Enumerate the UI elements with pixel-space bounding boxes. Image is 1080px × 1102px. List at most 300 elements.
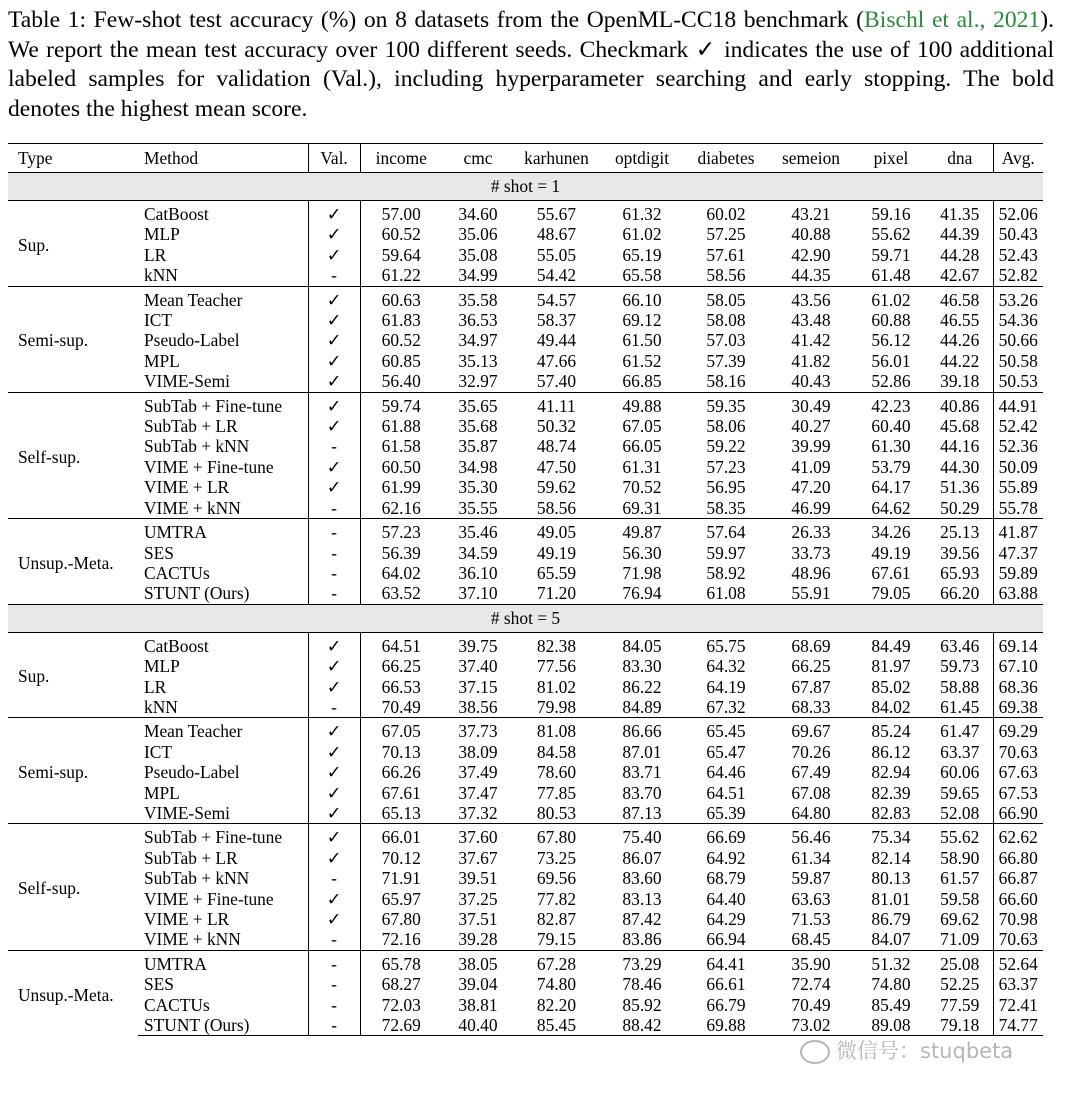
score-cell: 35.08 [458, 244, 498, 265]
table-caption [8, 6, 1054, 124]
avg-cell: 50.09 [993, 457, 1043, 477]
score-cell: 74.80 [871, 974, 911, 995]
table-row [8, 563, 1043, 583]
method-cell: SubTab + LR [144, 847, 238, 868]
method-cell: VIME + Fine-tune [144, 888, 274, 909]
score-cell: 59.71 [871, 244, 911, 265]
score-cell: 73.29 [599, 950, 685, 974]
score-cell: 59.16 [871, 204, 911, 224]
score-cell: 47.20 [791, 477, 831, 498]
score-cell: 84.89 [622, 696, 662, 717]
score-cell: 57.23 [706, 456, 746, 477]
score-cell: 59.35 [685, 392, 767, 416]
table-row [8, 392, 1043, 416]
score-cell: 64.46 [706, 762, 746, 783]
val-cell: ✓ [308, 201, 360, 225]
method-cell: MLP [144, 224, 180, 245]
val-cell: ✓ [308, 824, 360, 848]
score-cell: 70.13 [381, 741, 421, 762]
table-row [8, 330, 1043, 350]
avg-cell: 44.91 [993, 392, 1043, 416]
score-cell: 72.03 [381, 994, 421, 1015]
method-cell: VIME + LR [144, 909, 230, 929]
caption-text-start: Table 1: Few-shot test accuracy (%) on 8 datasets from the OpenML-CC18 benchmark ( [8, 7, 865, 33]
score-cell: 39.56 [940, 542, 980, 563]
method-cell: VIME + kNN [144, 497, 241, 518]
avg-cell: 52.43 [993, 245, 1043, 265]
score-cell: 85.49 [871, 994, 911, 1015]
score-cell: 82.14 [871, 847, 911, 868]
score-cell: 54.42 [536, 265, 577, 286]
group-type-cell: Unsup.-Meta. [8, 519, 138, 605]
score-cell: 35.46 [442, 519, 514, 543]
val-cell: ✓ [308, 416, 360, 436]
wechat-icon [800, 1040, 830, 1064]
score-cell: 64.51 [381, 635, 421, 656]
method-cell: Mean Teacher [138, 718, 308, 742]
table-row [8, 245, 1043, 265]
table-row [8, 201, 1043, 225]
table-row [8, 929, 1043, 950]
avg-cell: 50.43 [993, 224, 1043, 244]
score-cell: 50.29 [940, 497, 980, 518]
score-cell: 35.90 [767, 950, 855, 974]
col-header-val: Val. [308, 144, 360, 173]
score-cell: 42.23 [855, 392, 927, 416]
method-cell: kNN [144, 696, 178, 717]
table-row [8, 224, 1043, 244]
method-cell: STUNT (Ours) [138, 1015, 308, 1036]
score-cell: 61.48 [871, 265, 911, 286]
score-cell: 57.61 [706, 244, 746, 265]
score-cell: 37.47 [458, 782, 498, 803]
score-cell: 68.33 [791, 696, 831, 717]
col-header-income: income [360, 144, 442, 173]
score-cell: 47.66 [536, 350, 577, 371]
score-cell: 78.60 [536, 762, 577, 783]
score-cell: 59.74 [360, 392, 442, 416]
score-cell: 55.62 [871, 224, 911, 245]
val-cell: ✓ [308, 909, 360, 929]
score-cell: 66.25 [791, 656, 831, 677]
score-cell: 39.18 [940, 371, 980, 392]
method-cell: UMTRA [138, 950, 308, 974]
score-cell: 57.23 [360, 519, 442, 543]
score-cell: 71.91 [381, 868, 421, 889]
avg-cell: 55.78 [993, 498, 1043, 519]
score-cell: 43.21 [791, 204, 831, 224]
score-cell: 41.42 [791, 330, 831, 351]
avg-cell: 54.36 [993, 310, 1043, 330]
method-cell: LR [144, 244, 167, 265]
score-cell: 46.99 [791, 497, 831, 518]
score-cell: 72.16 [381, 929, 421, 950]
score-cell: 79.98 [536, 696, 577, 717]
avg-cell: 66.90 [993, 803, 1043, 824]
method-cell: LR [144, 676, 167, 697]
score-cell: 65.75 [706, 635, 746, 656]
score-cell: 87.13 [622, 802, 662, 823]
score-cell: 36.10 [458, 562, 498, 583]
score-cell: 64.02 [381, 562, 421, 583]
score-cell: 70.49 [791, 994, 831, 1015]
score-cell: 42.90 [791, 244, 831, 265]
score-cell: 34.97 [458, 330, 498, 351]
score-cell: 32.97 [458, 371, 498, 392]
score-cell: 66.10 [599, 286, 685, 310]
val-cell: - [308, 974, 360, 994]
score-cell: 61.52 [622, 350, 662, 371]
score-cell: 70.26 [791, 741, 831, 762]
results-table [8, 143, 1043, 1036]
score-cell: 48.67 [536, 224, 577, 245]
table-row [8, 498, 1043, 519]
score-cell: 82.20 [536, 994, 577, 1015]
avg-cell: 74.77 [993, 1015, 1043, 1036]
score-cell: 65.58 [622, 265, 662, 286]
score-cell: 67.28 [514, 950, 599, 974]
avg-cell: 47.37 [993, 543, 1043, 563]
score-cell: 64.29 [706, 909, 746, 929]
score-cell: 64.32 [706, 656, 746, 677]
watermark-text: 微信号：stuqbeta [836, 1039, 1014, 1063]
score-cell: 57.64 [685, 519, 767, 543]
avg-cell: 62.62 [993, 824, 1043, 848]
score-cell: 61.02 [855, 286, 927, 310]
score-cell: 66.61 [706, 974, 746, 995]
method-cell: ICT [144, 741, 173, 762]
score-cell: 84.49 [871, 635, 911, 656]
score-cell: 73.02 [767, 1015, 855, 1036]
avg-cell: 66.60 [993, 889, 1043, 909]
table-row [8, 265, 1043, 286]
score-cell: 57.39 [706, 350, 746, 371]
score-cell: 69.56 [536, 868, 577, 889]
col-header-karhunen: karhunen [514, 144, 599, 173]
score-cell: 56.30 [622, 542, 662, 563]
score-cell: 41.82 [791, 350, 831, 371]
score-cell: 64.80 [791, 802, 831, 823]
score-cell: 56.46 [767, 824, 855, 848]
score-cell: 67.61 [381, 782, 421, 803]
group-type-cell: Sup. [18, 666, 50, 687]
col-header-method: Method [138, 144, 308, 173]
score-cell: 65.47 [706, 741, 746, 762]
score-cell: 65.39 [706, 802, 746, 823]
val-cell: - [308, 498, 360, 519]
score-cell: 64.17 [871, 477, 911, 498]
score-cell: 37.73 [442, 718, 514, 742]
score-cell: 59.87 [791, 868, 831, 889]
score-cell: 57.03 [706, 330, 746, 351]
avg-cell: 52.42 [993, 416, 1043, 436]
method-cell: SubTab + kNN [144, 436, 250, 457]
score-cell: 65.45 [685, 718, 767, 742]
score-cell: 86.22 [622, 676, 662, 697]
score-cell: 47.50 [536, 456, 577, 477]
score-cell: 80.53 [536, 802, 577, 823]
score-cell: 61.88 [381, 416, 421, 437]
score-cell: 50.32 [536, 416, 577, 437]
val-cell: - [308, 950, 360, 974]
score-cell: 59.97 [706, 542, 746, 563]
score-cell: 55.05 [536, 244, 577, 265]
score-cell: 77.85 [536, 782, 577, 803]
score-cell: 51.36 [940, 477, 980, 498]
score-cell: 59.22 [706, 436, 746, 457]
score-cell: 66.79 [706, 994, 746, 1015]
table-row [8, 803, 1043, 824]
score-cell: 25.08 [927, 950, 993, 974]
score-cell: 37.10 [458, 583, 498, 604]
score-cell: 60.06 [940, 762, 980, 783]
score-cell: 83.30 [622, 656, 662, 677]
score-cell: 64.62 [871, 497, 911, 518]
group-type-cell: Self-sup. [8, 824, 138, 950]
table-row [8, 286, 1043, 310]
method-cell: VIME-Semi [144, 371, 230, 392]
score-cell: 79.15 [536, 929, 577, 950]
score-cell: 35.87 [458, 436, 498, 457]
score-cell: 61.99 [381, 477, 421, 498]
col-header-optdigit: optdigit [599, 144, 685, 173]
score-cell: 66.01 [360, 824, 442, 848]
avg-cell: 53.26 [993, 286, 1043, 310]
table-row [8, 824, 1043, 848]
score-cell: 40.88 [791, 224, 831, 245]
score-cell: 43.56 [767, 286, 855, 310]
method-cell: SubTab + kNN [144, 868, 250, 889]
score-cell: 83.13 [622, 888, 662, 909]
score-cell: 84.02 [871, 696, 911, 717]
score-cell: 62.16 [381, 497, 421, 518]
score-cell: 44.22 [940, 350, 980, 371]
score-cell: 38.56 [458, 696, 498, 717]
score-cell: 34.99 [458, 265, 498, 286]
table-row [8, 909, 1043, 929]
score-cell: 35.55 [458, 497, 498, 518]
score-cell: 54.57 [514, 286, 599, 310]
score-cell: 61.58 [381, 436, 421, 457]
score-cell: 48.96 [791, 562, 831, 583]
score-cell: 57.40 [536, 371, 577, 392]
table-row [8, 995, 1043, 1015]
table-row [8, 416, 1043, 436]
score-cell: 69.31 [622, 497, 662, 518]
shot-section-header [8, 173, 1043, 201]
shot-section-title: # shot = 1 [8, 173, 1043, 201]
method-cell: STUNT (Ours) [144, 583, 250, 604]
watermark [800, 1035, 1013, 1065]
method-cell: UMTRA [138, 519, 308, 543]
score-cell: 39.04 [458, 974, 498, 995]
score-cell: 70.52 [622, 477, 662, 498]
score-cell: 52.86 [871, 371, 911, 392]
val-cell: - [308, 563, 360, 583]
avg-cell: 66.80 [993, 848, 1043, 868]
score-cell: 57.25 [706, 224, 746, 245]
val-cell: - [308, 1015, 360, 1036]
avg-cell: 69.29 [993, 718, 1043, 742]
method-cell: CACTUs [144, 562, 210, 583]
score-cell: 82.39 [871, 782, 911, 803]
score-cell: 71.20 [536, 583, 577, 604]
score-cell: 87.42 [622, 909, 662, 929]
method-cell: SES [144, 542, 174, 563]
score-cell: 41.09 [791, 456, 831, 477]
method-cell: CACTUs [144, 994, 210, 1015]
val-cell: ✓ [308, 392, 360, 416]
score-cell: 71.53 [791, 909, 831, 929]
score-cell: 52.08 [940, 802, 980, 823]
score-cell: 25.13 [927, 519, 993, 543]
table-row [8, 783, 1043, 803]
score-cell: 38.05 [442, 950, 514, 974]
score-cell: 82.83 [871, 802, 911, 823]
table-row [8, 868, 1043, 888]
score-cell: 65.19 [622, 244, 662, 265]
score-cell: 77.82 [536, 888, 577, 909]
score-cell: 61.32 [622, 204, 662, 224]
score-cell: 41.35 [940, 204, 980, 224]
score-cell: 55.91 [791, 583, 831, 604]
table-row [8, 632, 1043, 656]
method-cell: SubTab + Fine-tune [138, 392, 308, 416]
score-cell: 58.90 [940, 847, 980, 868]
score-cell: 88.42 [599, 1015, 685, 1036]
table-row [8, 974, 1043, 994]
score-cell: 77.59 [940, 994, 980, 1015]
score-cell: 87.01 [622, 741, 662, 762]
score-cell: 81.02 [536, 676, 577, 697]
shot-section-title: # shot = 5 [8, 604, 1043, 632]
col-header-diabetes: diabetes [685, 144, 767, 173]
score-cell: 84.07 [871, 929, 911, 950]
avg-cell: 50.58 [993, 351, 1043, 371]
score-cell: 69.62 [940, 909, 980, 929]
score-cell: 45.68 [940, 416, 980, 437]
citation-link[interactable]: Bischl et al., 2021 [864, 7, 1041, 33]
score-cell: 53.79 [871, 456, 911, 477]
avg-cell: 72.41 [993, 995, 1043, 1015]
score-cell: 86.07 [622, 847, 662, 868]
score-cell: 73.25 [536, 847, 577, 868]
table-row [8, 457, 1043, 477]
score-cell: 58.35 [706, 497, 746, 518]
val-cell: ✓ [308, 457, 360, 477]
score-cell: 58.06 [706, 416, 746, 437]
score-cell: 70.12 [381, 847, 421, 868]
score-cell: 61.45 [940, 696, 980, 717]
score-cell: 83.71 [622, 762, 662, 783]
group-type-cell: Unsup.-Meta. [8, 950, 138, 1036]
score-cell: 61.83 [381, 310, 421, 331]
val-cell: ✓ [308, 742, 360, 762]
caption-text-end: ). We report the mean test accuracy over 100 different seeds. Checkmark ✓ indicates the use of 100 additional labeled samples for validation (Val.), including hyperparameter searching and early stopping. The bold denotes the highest mean score. [8, 7, 1054, 122]
score-cell: 46.58 [927, 286, 993, 310]
score-cell: 68.79 [706, 868, 746, 889]
score-cell: 58.16 [706, 371, 746, 392]
score-cell: 80.13 [871, 868, 911, 889]
score-cell: 75.40 [599, 824, 685, 848]
score-cell: 34.60 [458, 204, 498, 224]
score-cell: 78.46 [622, 974, 662, 995]
col-header-semeion: semeion [767, 144, 855, 173]
score-cell: 67.61 [871, 562, 911, 583]
table-row [8, 742, 1043, 762]
score-cell: 60.52 [381, 330, 421, 351]
group-type-cell: Semi-sup. [8, 718, 138, 824]
score-cell: 58.92 [706, 562, 746, 583]
score-cell: 83.70 [622, 782, 662, 803]
score-cell: 39.51 [458, 868, 498, 889]
val-cell: - [308, 436, 360, 456]
avg-cell: 69.14 [993, 632, 1043, 656]
score-cell: 44.35 [791, 265, 831, 286]
score-cell: 35.65 [442, 392, 514, 416]
score-cell: 81.01 [871, 888, 911, 909]
score-cell: 84.05 [622, 635, 662, 656]
avg-cell: 70.63 [993, 742, 1043, 762]
score-cell: 59.64 [381, 244, 421, 265]
method-cell: Pseudo-Label [144, 762, 240, 783]
score-cell: 82.87 [536, 909, 577, 929]
method-cell: CatBoost [144, 204, 209, 224]
score-cell: 60.40 [871, 416, 911, 437]
score-cell: 58.88 [940, 676, 980, 697]
score-cell: 85.92 [622, 994, 662, 1015]
score-cell: 61.08 [706, 583, 746, 604]
score-cell: 65.59 [536, 562, 577, 583]
score-cell: 70.49 [381, 696, 421, 717]
score-cell: 58.56 [536, 497, 577, 518]
score-cell: 60.85 [381, 350, 421, 371]
shot-section-header [8, 604, 1043, 632]
avg-cell: 69.38 [993, 697, 1043, 718]
score-cell: 66.20 [940, 583, 980, 604]
score-cell: 49.19 [536, 542, 577, 563]
avg-cell: 50.53 [993, 371, 1043, 392]
score-cell: 59.65 [940, 782, 980, 803]
score-cell: 63.63 [791, 888, 831, 909]
score-cell: 81.08 [514, 718, 599, 742]
score-cell: 77.56 [536, 656, 577, 677]
table-row [8, 351, 1043, 371]
val-cell: ✓ [308, 632, 360, 656]
val-cell: ✓ [308, 224, 360, 244]
score-cell: 61.22 [381, 265, 421, 286]
score-cell: 83.86 [622, 929, 662, 950]
val-cell: - [308, 697, 360, 718]
score-cell: 56.95 [706, 477, 746, 498]
score-cell: 51.32 [855, 950, 927, 974]
score-cell: 83.60 [622, 868, 662, 889]
method-cell: SubTab + LR [144, 416, 238, 437]
score-cell: 26.33 [767, 519, 855, 543]
score-cell: 86.12 [871, 741, 911, 762]
score-cell: 58.56 [706, 265, 746, 286]
score-cell: 60.88 [871, 310, 911, 331]
score-cell: 58.05 [685, 286, 767, 310]
score-cell: 71.98 [622, 562, 662, 583]
score-cell: 33.73 [791, 542, 831, 563]
score-cell: 55.62 [927, 824, 993, 848]
score-cell: 44.26 [940, 330, 980, 351]
score-cell: 44.30 [940, 456, 980, 477]
score-cell: 85.45 [514, 1015, 599, 1036]
table-row [8, 477, 1043, 497]
score-cell: 44.39 [940, 224, 980, 245]
